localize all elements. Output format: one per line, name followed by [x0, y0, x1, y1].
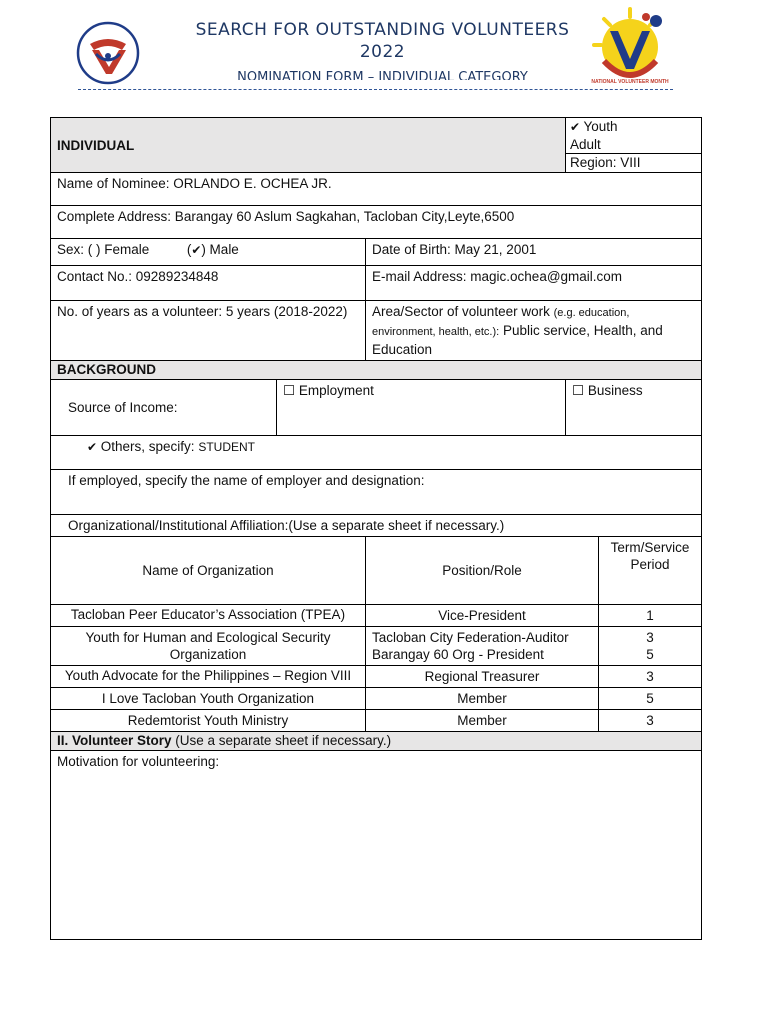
org-row-term: 3	[599, 710, 702, 732]
org-row-name: I Love Tacloban Youth Organization	[51, 688, 366, 710]
employer-field[interactable]: If employed, specify the name of employer and designation:	[51, 470, 702, 515]
org-row-term: 5	[599, 688, 702, 710]
form-subtitle: NOMINATION FORM – INDIVIDUAL CATEGORY	[237, 70, 528, 80]
adult-option[interactable]: Adult	[570, 137, 601, 152]
youth-check-icon: ✔	[570, 120, 581, 134]
sex-field[interactable]: Sex: ( ) Female (✔) Male	[51, 239, 366, 266]
affiliation-label: Organizational/Institutional Affiliation:(Use a separate sheet if necessary.)	[51, 515, 702, 537]
male-check-icon: ✔	[191, 243, 202, 257]
nomination-form	[50, 117, 702, 940]
svg-text:NATIONAL VOLUNTEER MONTH: NATIONAL VOLUNTEER MONTH	[591, 79, 669, 85]
source-income-label: Source of Income:	[51, 380, 277, 436]
org-header-name: Name of Organization	[51, 537, 366, 605]
org-row-position: Regional Treasurer	[366, 666, 599, 688]
others-field[interactable]: ✔ Others, specify: STUDENT	[51, 436, 702, 470]
motivation-field[interactable]: Motivation for volunteering:	[51, 751, 702, 940]
individual-label: INDIVIDUAL	[51, 118, 566, 173]
org-row-position: Member	[366, 688, 599, 710]
org-header-term: Term/Service Period	[599, 537, 702, 605]
others-value: STUDENT	[198, 440, 255, 454]
employment-option[interactable]: ☐ Employment	[277, 380, 566, 436]
org-row-name: Tacloban Peer Educator’s Association (TPEA)	[51, 605, 366, 627]
email-field[interactable]: E-mail Address: magic.ochea@gmail.com	[366, 266, 702, 301]
contact-field[interactable]: Contact No.: 09289234848	[51, 266, 366, 301]
org-row-position: Vice-President	[366, 605, 599, 627]
national-volunteer-month-logo	[590, 5, 672, 87]
background-section-header: BACKGROUND	[51, 361, 702, 380]
category-cell	[566, 118, 702, 154]
form-title: SEARCH FOR OUTSTANDING VOLUNTEERS	[195, 20, 570, 40]
org-row-term: 3	[599, 666, 702, 688]
org-header-position: Position/Role	[366, 537, 599, 605]
org-row-term: 1	[599, 605, 702, 627]
org-row-position: Tacloban City Federation-Auditor Barangay 60 Org - President	[366, 627, 599, 666]
years-volunteer-field[interactable]: No. of years as a volunteer: 5 years (2018-2022)	[51, 301, 366, 361]
address-field[interactable]: Complete Address: Barangay 60 Aslum Sagkahan, Tacloban City,Leyte,6500	[51, 206, 702, 239]
volunteer-story-header: II. Volunteer Story (Use a separate sheet if necessary.)	[51, 732, 702, 751]
youth-option[interactable]: Youth	[583, 119, 618, 134]
nominee-name-field[interactable]: Name of Nominee: ORLANDO E. OCHEA JR.	[51, 173, 702, 206]
header-divider	[78, 89, 673, 90]
region-field[interactable]: Region: VIII	[566, 154, 702, 173]
org-row-term: 3 5	[599, 627, 702, 666]
business-option[interactable]: ☐ Business	[566, 380, 702, 436]
org-row-position: Member	[366, 710, 599, 732]
org-row-name: Redemtorist Youth Ministry	[51, 710, 366, 732]
psvf-logo	[76, 20, 140, 86]
others-check-icon: ✔	[87, 440, 98, 454]
form-year: 2022	[359, 42, 406, 62]
dob-field[interactable]: Date of Birth: May 21, 2001	[366, 239, 702, 266]
org-row-name: Youth Advocate for the Philippines – Region VIII	[51, 666, 366, 688]
area-sector-field[interactable]: Area/Sector of volunteer work (e.g. education, environment, health, etc.): Public service, Health, and Education	[366, 301, 702, 361]
org-row-name: Youth for Human and Ecological Security Organization	[51, 627, 366, 666]
